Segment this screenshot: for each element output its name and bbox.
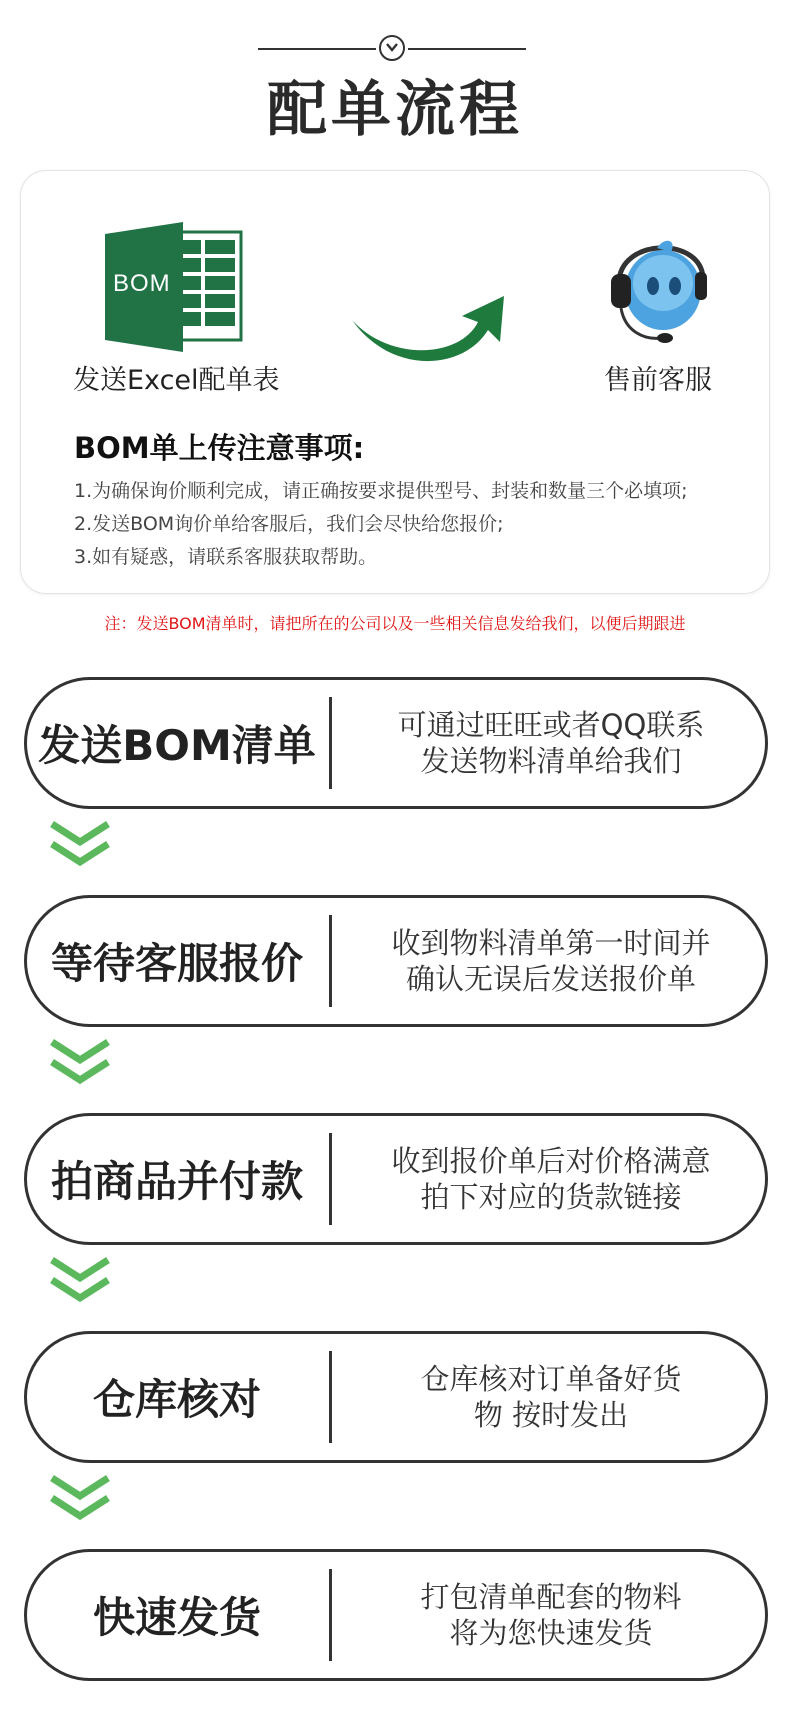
note-3: 3.如有疑惑，请联系客服获取帮助。 bbox=[74, 546, 378, 568]
note-2: 2.发送BOM询价单给客服后，我们会尽快给您报价; bbox=[74, 513, 504, 535]
double-chevron-down-icon bbox=[48, 1038, 112, 1086]
header-line-right bbox=[408, 48, 526, 50]
step-title: 等待客服报价 bbox=[50, 939, 303, 988]
step-warehouse-check bbox=[24, 1331, 768, 1463]
step-desc-line: 物 按时发出 bbox=[473, 1398, 629, 1432]
page-title: 配单流程 bbox=[267, 75, 523, 145]
step-desc-line: 拍下对应的货款链接 bbox=[420, 1180, 682, 1214]
step-fast-ship bbox=[24, 1549, 768, 1681]
step-desc-line: 可通过旺旺或者QQ联系 bbox=[397, 708, 705, 742]
step-desc-line: 仓库核对订单备好货 bbox=[420, 1362, 682, 1396]
step-order-pay bbox=[24, 1113, 768, 1245]
step-desc-line: 收到物料清单第一时间并 bbox=[391, 926, 711, 960]
excel-bom-icon bbox=[105, 222, 245, 356]
curved-arrow-icon bbox=[350, 292, 510, 376]
excel-icon-label: BOM bbox=[113, 270, 171, 297]
step-divider bbox=[329, 1351, 332, 1443]
step-desc-line: 将为您快速发货 bbox=[449, 1616, 653, 1650]
step-description bbox=[337, 1552, 765, 1678]
double-chevron-down-icon bbox=[48, 1474, 112, 1522]
customer-service-icon bbox=[605, 228, 715, 357]
step-description bbox=[337, 1334, 765, 1460]
header-line-left bbox=[258, 48, 376, 50]
step-title: 拍商品并付款 bbox=[50, 1157, 303, 1206]
red-notice: 注：发送BOM清单时，请把所在的公司以及一些相关信息发给我们，以便后期跟进 bbox=[104, 614, 686, 633]
step-title: 仓库核对 bbox=[92, 1375, 261, 1424]
step-description bbox=[337, 1116, 765, 1242]
notes-title: BOM单上传注意事项: bbox=[74, 431, 365, 465]
step-wait-quote bbox=[24, 895, 768, 1027]
step-divider bbox=[329, 1133, 332, 1225]
step-divider bbox=[329, 1569, 332, 1661]
step-divider bbox=[329, 915, 332, 1007]
note-1: 1.为确保询价顺利完成，请正确按要求提供型号、封装和数量三个必填项; bbox=[74, 480, 688, 502]
step-title: 快速发货 bbox=[92, 1593, 261, 1642]
step-desc-line: 收到报价单后对价格满意 bbox=[391, 1144, 711, 1178]
step-desc-line: 发送物料清单给我们 bbox=[420, 744, 682, 778]
double-chevron-down-icon bbox=[48, 820, 112, 868]
step-desc-line: 打包清单配套的物料 bbox=[420, 1580, 682, 1614]
send-excel-caption: 发送Excel配单表 bbox=[73, 365, 280, 396]
step-title: 发送BOM清单 bbox=[38, 721, 316, 770]
step-divider bbox=[329, 697, 332, 789]
step-description bbox=[337, 898, 765, 1024]
double-chevron-down-icon bbox=[48, 1256, 112, 1304]
chevron-down-circle-icon bbox=[379, 35, 405, 61]
presale-service-caption: 售前客服 bbox=[604, 365, 712, 396]
step-description bbox=[337, 680, 765, 806]
step-desc-line: 确认无误后发送报价单 bbox=[405, 962, 696, 996]
step-send-bom bbox=[24, 677, 768, 809]
